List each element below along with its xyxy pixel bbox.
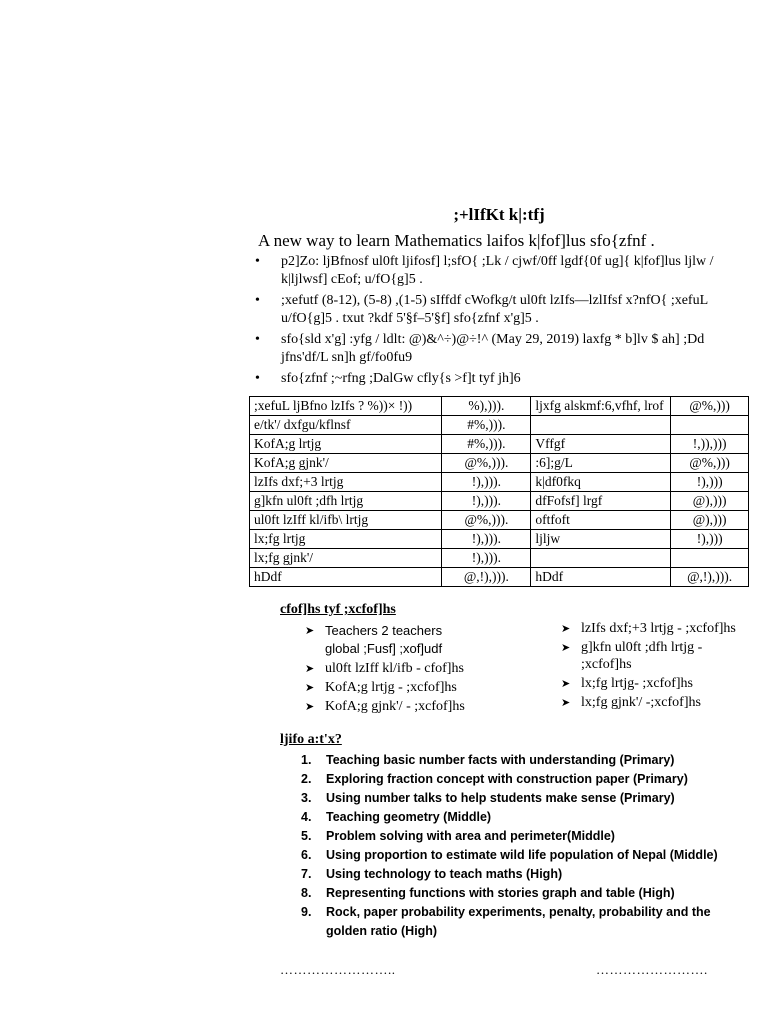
list-item bbox=[298, 865, 748, 884]
list-item-text: lx;fg gjnk'/ -;xcfof]hs bbox=[581, 695, 701, 710]
list-item bbox=[298, 827, 748, 846]
table-cell: ljxfg alskmf:6,vfhf, lrof bbox=[531, 397, 671, 416]
budget-table bbox=[249, 396, 749, 587]
table-cell: @%,))). bbox=[442, 511, 531, 530]
table-cell: oftfoft bbox=[531, 511, 671, 530]
table-cell: !),))) bbox=[671, 473, 749, 492]
table-cell: !),))). bbox=[442, 492, 531, 511]
table-row bbox=[250, 568, 749, 587]
table-cell: !,)),))) bbox=[671, 435, 749, 454]
list-item bbox=[561, 620, 751, 637]
list-item-text: Exploring fraction concept with construction paper (Primary) bbox=[326, 772, 688, 786]
list-item-text: ul0ft lzIff kl/ifb - cfof]hs bbox=[325, 661, 464, 676]
bullet-item: • ;xefutf (8-12), (5-8) ,(1-5) sIffdf cWofkg/t ul0ft lzIfs—lzlIfsf x?nfO{ ;xefuL u/fO{g]5 . txut ?kdf 5'§f–5'§f] sfo{zfnf x'g]5 . bbox=[255, 292, 745, 328]
arrow-right-icon: ➤ bbox=[305, 681, 315, 694]
table-row bbox=[250, 549, 749, 568]
list-number: 8. bbox=[301, 886, 312, 900]
table-cell: :6];g/L bbox=[531, 454, 671, 473]
table-cell: !),))). bbox=[442, 530, 531, 549]
table-cell bbox=[531, 549, 671, 568]
table-cell: ljljw bbox=[531, 530, 671, 549]
list-item-text: KofA;g gjnk'/ - ;xcfof]hs bbox=[325, 699, 465, 714]
list-number: 5. bbox=[301, 829, 312, 843]
table-row bbox=[250, 454, 749, 473]
list-item bbox=[298, 808, 748, 827]
bullet-item: • sfo{zfnf ;~rfng ;DalGw cfly{s >f]t tyf jh]6 bbox=[255, 370, 745, 388]
list-item bbox=[305, 698, 480, 715]
list-item-text: Rock, paper probability experiments, penalty, probability and the golden ratio (High) bbox=[326, 905, 711, 938]
table-cell: dfFofsf] lrgf bbox=[531, 492, 671, 511]
table-cell bbox=[671, 549, 749, 568]
table-cell: Vffgf bbox=[531, 435, 671, 454]
list-item-text: lzIfs dxf;+3 lrtjg - ;xcfof]hs bbox=[581, 621, 736, 636]
table-cell: @%,))). bbox=[442, 454, 531, 473]
arrow-right-icon: ➤ bbox=[561, 696, 571, 709]
list-item bbox=[298, 789, 748, 808]
page-title: ;+lIfKt k|:tfj bbox=[453, 205, 545, 224]
organizers-heading: cfof]hs tyf ;xcfof]hs bbox=[280, 602, 396, 617]
list-item-text: lx;fg lrtjg- ;xcfof]hs bbox=[581, 676, 693, 691]
bullet-item: • sfo{sld x'g] :yfg / ldlt: @)&^÷)@÷!^ (May 29, 2019) laxfg * b]lv $ ah] ;Dd jfns'df/L sn]h gf/fo0fu9 bbox=[255, 331, 745, 367]
table-cell: !),))). bbox=[442, 473, 531, 492]
arrow-right-icon: ➤ bbox=[561, 677, 571, 690]
arrow-right-icon: ➤ bbox=[305, 624, 315, 637]
list-item bbox=[298, 770, 748, 789]
list-item-text: Problem solving with area and perimeter(Middle) bbox=[326, 829, 615, 843]
table-cell bbox=[671, 416, 749, 435]
table-cell: !),))) bbox=[671, 530, 749, 549]
list-number: 4. bbox=[301, 810, 312, 824]
table-cell: @%,))) bbox=[671, 454, 749, 473]
table-cell: lx;fg lrtjg bbox=[250, 530, 442, 549]
info-bullet-list bbox=[255, 253, 745, 391]
table-cell: ;xefuL ljBfno lzIfs ? %))× !)) bbox=[250, 397, 442, 416]
list-item bbox=[298, 846, 748, 865]
table-row bbox=[250, 435, 749, 454]
table-cell: !),))). bbox=[442, 549, 531, 568]
table-cell: @),))) bbox=[671, 492, 749, 511]
table-cell bbox=[531, 416, 671, 435]
table-cell: g]kfn ul0ft ;dfh lrtjg bbox=[250, 492, 442, 511]
list-item-text: Teaching geometry (Middle) bbox=[326, 810, 492, 824]
list-item-text: KofA;g lrtjg - ;xcfof]hs bbox=[325, 680, 457, 695]
list-item-text: Teaching basic number facts with understanding (Primary) bbox=[326, 753, 675, 767]
bullet-item: • p2]Zo: ljBfnosf ul0ft ljifosf] l;sfO{ ;Lk / cjwf/0ff lgdf{0f ug]{ k|fof]lus ljlw / k|ljlwsf] cEof; u/fO{g]5 . bbox=[255, 253, 745, 289]
table-cell: e/tk'/ dxfgu/kflnsf bbox=[250, 416, 442, 435]
table-row bbox=[250, 473, 749, 492]
list-number: 9. bbox=[301, 905, 312, 919]
table-cell: %),))). bbox=[442, 397, 531, 416]
list-number: 2. bbox=[301, 772, 312, 786]
list-item-text: Representing functions with stories graph and table (High) bbox=[326, 886, 675, 900]
table-cell: @,!),))). bbox=[442, 568, 531, 587]
topics-heading: ljifo a:t'x? bbox=[280, 732, 342, 747]
page-subtitle: A new way to learn Mathematics laifos k|fof]lus sfo{zfnf . bbox=[258, 231, 655, 250]
table-row bbox=[250, 397, 749, 416]
list-number: 3. bbox=[301, 791, 312, 805]
list-item bbox=[298, 884, 748, 903]
table-cell: lx;fg gjnk'/ bbox=[250, 549, 442, 568]
list-item bbox=[305, 622, 480, 658]
arrow-right-icon: ➤ bbox=[561, 641, 571, 654]
list-item-text: Teachers 2 teachers global ;Fusf] ;xof]udf bbox=[325, 623, 443, 656]
list-item-text: Using proportion to estimate wild life population of Nepal (Middle) bbox=[326, 848, 718, 862]
table-cell: lzIfs dxf;+3 lrtjg bbox=[250, 473, 442, 492]
list-item-text: g]kfn ul0ft ;dfh lrtjg - ;xcfof]hs bbox=[581, 640, 703, 672]
signature-line-right: ……………………. bbox=[596, 962, 708, 977]
table-cell: #%,))). bbox=[442, 416, 531, 435]
list-item-text: Using technology to teach maths (High) bbox=[326, 867, 563, 881]
list-number: 7. bbox=[301, 867, 312, 881]
topics-list bbox=[298, 751, 748, 941]
organizers-right-list bbox=[561, 620, 751, 713]
list-item-text: Using number talks to help students make sense (Primary) bbox=[326, 791, 675, 805]
list-number: 1. bbox=[301, 753, 312, 767]
list-item bbox=[305, 679, 480, 696]
table-row bbox=[250, 492, 749, 511]
table-cell: @%,))) bbox=[671, 397, 749, 416]
table-cell: @,!),))). bbox=[671, 568, 749, 587]
list-item bbox=[561, 675, 751, 692]
table-cell: #%,))). bbox=[442, 435, 531, 454]
arrow-right-icon: ➤ bbox=[305, 662, 315, 675]
list-item bbox=[561, 694, 751, 711]
table-cell: KofA;g gjnk'/ bbox=[250, 454, 442, 473]
table-cell: k|df0fkq bbox=[531, 473, 671, 492]
arrow-right-icon: ➤ bbox=[305, 700, 315, 713]
table-cell: KofA;g lrtjg bbox=[250, 435, 442, 454]
list-item bbox=[298, 751, 748, 770]
organizers-left-list bbox=[305, 622, 480, 717]
table-cell: hDdf bbox=[250, 568, 442, 587]
table-cell: hDdf bbox=[531, 568, 671, 587]
list-item bbox=[305, 660, 480, 677]
list-item bbox=[298, 903, 748, 941]
signature-line-left: …………………….. bbox=[280, 962, 396, 977]
list-number: 6. bbox=[301, 848, 312, 862]
arrow-right-icon: ➤ bbox=[561, 622, 571, 635]
table-cell: ul0ft lzIff kl/ifb\ lrtjg bbox=[250, 511, 442, 530]
list-item bbox=[561, 639, 751, 673]
table-row bbox=[250, 511, 749, 530]
table-row bbox=[250, 530, 749, 549]
table-cell: @),))) bbox=[671, 511, 749, 530]
table-row bbox=[250, 416, 749, 435]
